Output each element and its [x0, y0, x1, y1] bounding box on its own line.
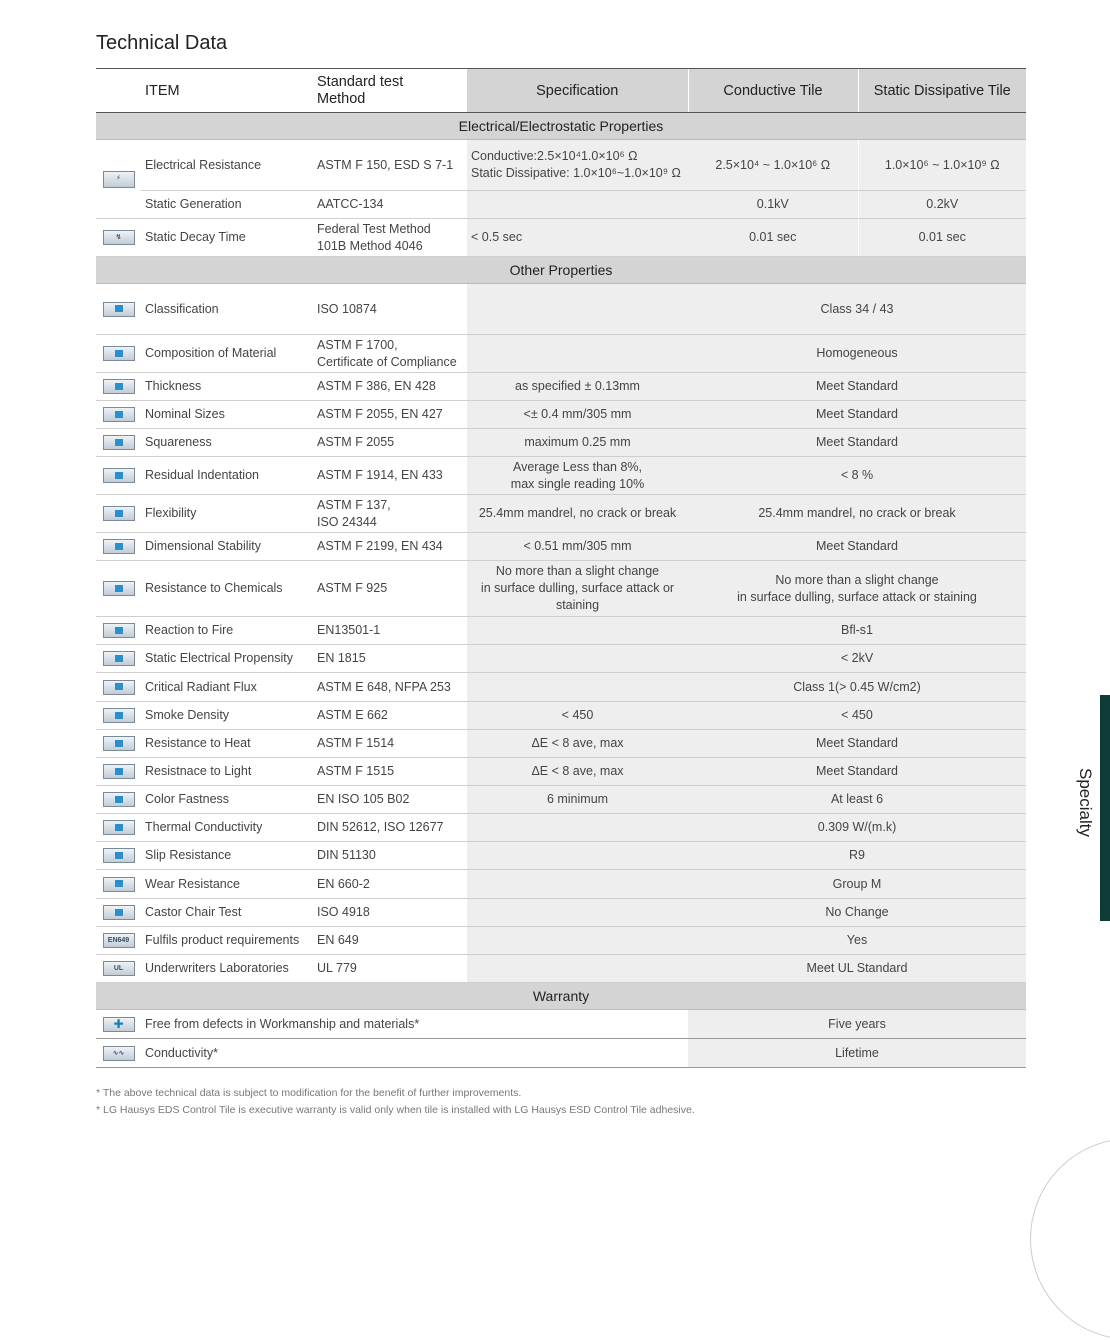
icon-cell — [96, 495, 141, 533]
item-cell: Reaction to Fire — [141, 617, 313, 645]
icon-mark — [115, 880, 123, 887]
item-cell: Residual Indentation — [141, 457, 313, 495]
color-fastness-icon — [103, 792, 135, 807]
thickness-icon — [103, 379, 135, 394]
method-cell — [313, 219, 467, 257]
technical-data-table — [96, 68, 1026, 1068]
value-cell: Group M — [688, 870, 1026, 899]
icon-mark — [115, 768, 123, 775]
plus-cross-icon: ✚ — [103, 1017, 135, 1032]
header-conductive-tile: Conductive Tile — [688, 69, 858, 113]
icon-mark — [115, 411, 123, 418]
value-cell: 25.4mm mandrel, no crack or break — [688, 495, 1026, 533]
header-icon-cell — [96, 69, 141, 113]
method-cell: ISO 4918 — [313, 899, 467, 927]
spec-cell: < 0.51 mm/305 mm — [467, 533, 688, 561]
spec-line: Static Dissipative: 1.0×10⁶~1.0×10⁹ Ω — [471, 166, 681, 180]
table-row — [96, 284, 1026, 335]
icon-mark — [115, 740, 123, 747]
method-cell: DIN 52612, ISO 12677 — [313, 814, 467, 842]
method-cell: ASTM F 1914, EN 433 — [313, 457, 467, 495]
icon-cell — [96, 1010, 141, 1039]
value-cell: Yes — [688, 927, 1026, 955]
spec-cell — [467, 617, 688, 645]
page-corner-decoration — [1030, 1138, 1110, 1340]
table-row — [96, 842, 1026, 870]
icon-cell — [96, 786, 141, 814]
nominal-size-icon — [103, 407, 135, 422]
method-cell: DIN 51130 — [313, 842, 467, 870]
value-cell: Meet UL Standard — [688, 955, 1026, 983]
en649-icon: EN649 — [103, 933, 135, 948]
icon-mark — [115, 655, 123, 662]
spec-cell — [467, 870, 688, 899]
item-cell: Resistance to Heat — [141, 730, 313, 758]
icon-cell — [96, 561, 141, 617]
value-cell: At least 6 — [688, 786, 1026, 814]
item-cell: Underwriters Laboratories — [141, 955, 313, 983]
value-cell: Meet Standard — [688, 429, 1026, 457]
flexibility-icon — [103, 506, 135, 521]
icon-cell — [96, 617, 141, 645]
chemicals-icon — [103, 581, 135, 596]
method-cell: EN 1815 — [313, 645, 467, 673]
spec-cell: < 0.5 sec — [467, 219, 688, 257]
value-cell: Homogeneous — [688, 335, 1026, 373]
spec-cell — [467, 955, 688, 983]
method-cell: ASTM F 150, ESD S 7-1 — [313, 140, 467, 191]
value-cell: R9 — [688, 842, 1026, 870]
static-decay-icon: ↯ — [103, 230, 135, 245]
method-line: 101B Method 4046 — [317, 238, 423, 253]
footnote: * The above technical data is subject to modification for the benefit of further improvements. — [96, 1087, 522, 1099]
icon-cell — [96, 140, 141, 219]
item-cell: Dimensional Stability — [141, 533, 313, 561]
icon-cell — [96, 1039, 141, 1068]
section-tab — [1071, 768, 1101, 848]
header-method-line1: Standard test — [317, 73, 404, 90]
spec-cell: ΔE < 8 ave, max — [467, 758, 688, 786]
table-row — [96, 870, 1026, 899]
method-cell: EN 649 — [313, 927, 467, 955]
method-cell: ASTM F 1515 — [313, 758, 467, 786]
table-row — [96, 495, 1026, 533]
icon-cell — [96, 758, 141, 786]
value-cell: Meet Standard — [688, 373, 1026, 401]
icon-cell — [96, 899, 141, 927]
warranty-row — [96, 1039, 1026, 1068]
spec-cell — [467, 140, 688, 191]
table-row — [96, 617, 1026, 645]
icon-cell — [96, 401, 141, 429]
table-row — [96, 219, 1026, 257]
method-cell: ASTM E 662 — [313, 702, 467, 730]
smoke-icon — [103, 708, 135, 723]
spec-cell — [467, 191, 688, 219]
squareness-icon — [103, 435, 135, 450]
value-cell: Meet Standard — [688, 533, 1026, 561]
section-title: Electrical/Electrostatic Properties — [96, 113, 1026, 140]
static-charge-icon: ⚡ — [103, 171, 135, 188]
icon-cell — [96, 373, 141, 401]
conductive-value: 2.5×10⁴ ~ 1.0×10⁶ Ω — [688, 140, 858, 191]
wear-icon — [103, 877, 135, 892]
table-row — [96, 786, 1026, 814]
value-cell: 0.309 W/(m.k) — [688, 814, 1026, 842]
warranty-item: Conductivity* — [141, 1039, 688, 1068]
table-row — [96, 335, 1026, 373]
method-cell: ASTM F 2199, EN 434 — [313, 533, 467, 561]
method-cell: EN 660-2 — [313, 870, 467, 899]
composition-icon — [103, 346, 135, 361]
indentation-icon — [103, 468, 135, 483]
table-row — [96, 373, 1026, 401]
method-cell: AATCC-134 — [313, 191, 467, 219]
dimensional-stability-icon — [103, 539, 135, 554]
method-cell: EN13501-1 — [313, 617, 467, 645]
dissipative-value: 1.0×10⁶ ~ 1.0×10⁹ Ω — [858, 140, 1026, 191]
icon-cell — [96, 645, 141, 673]
method-cell: EN ISO 105 B02 — [313, 786, 467, 814]
table-row — [96, 927, 1026, 955]
header-item: ITEM — [141, 69, 313, 113]
header-static-dissipative-tile: Static Dissipative Tile — [858, 69, 1026, 113]
spec-cell: ΔE < 8 ave, max — [467, 730, 688, 758]
method-cell: ASTM F 1514 — [313, 730, 467, 758]
spec-cell: 6 minimum — [467, 786, 688, 814]
icon-cell — [96, 335, 141, 373]
value-cell: < 450 — [688, 702, 1026, 730]
icon-mark — [115, 683, 123, 690]
table-row — [96, 955, 1026, 983]
item-cell: Resistance to Chemicals — [141, 561, 313, 617]
table-row — [96, 457, 1026, 495]
spec-cell — [467, 927, 688, 955]
icon-cell — [96, 730, 141, 758]
warranty-value: Five years — [688, 1010, 1026, 1039]
table-row — [96, 730, 1026, 758]
item-cell: Flexibility — [141, 495, 313, 533]
table-row — [96, 561, 1026, 617]
icon-mark — [115, 439, 123, 446]
page-title: Technical Data — [96, 32, 228, 54]
section-other — [96, 257, 1026, 284]
value-cell: Meet Standard — [688, 401, 1026, 429]
spec-cell: <± 0.4 mm/305 mm — [467, 401, 688, 429]
icon-mark — [115, 712, 123, 719]
value-cell: < 2kV — [688, 645, 1026, 673]
item-cell: Wear Resistance — [141, 870, 313, 899]
table-row — [96, 533, 1026, 561]
table-row — [96, 673, 1026, 702]
section-electrical — [96, 113, 1026, 140]
item-cell: Slip Resistance — [141, 842, 313, 870]
table-row — [96, 645, 1026, 673]
table-header-row — [96, 69, 1026, 113]
table-row — [96, 758, 1026, 786]
value-cell: Meet Standard — [688, 758, 1026, 786]
table-row — [96, 702, 1026, 730]
item-cell: Static Electrical Propensity — [141, 645, 313, 673]
thermal-icon — [103, 820, 135, 835]
icon-mark — [115, 796, 123, 803]
header-method-line2: Method — [317, 90, 366, 107]
item-cell: Critical Radiant Flux — [141, 673, 313, 702]
icon-cell — [96, 457, 141, 495]
icon-cell — [96, 927, 141, 955]
item-cell: Castor Chair Test — [141, 899, 313, 927]
value-cell: Class 34 / 43 — [688, 284, 1026, 335]
method-cell: ASTM F 2055 — [313, 429, 467, 457]
item-cell: Resistnace to Light — [141, 758, 313, 786]
method-cell: ASTM F 925 — [313, 561, 467, 617]
icon-cell — [96, 533, 141, 561]
item-cell: Thermal Conductivity — [141, 814, 313, 842]
radiant-flux-icon — [103, 680, 135, 695]
spec-cell: as specified ± 0.13mm — [467, 373, 688, 401]
item-cell: Static Decay Time — [141, 219, 313, 257]
dissipative-value: 0.01 sec — [858, 219, 1026, 257]
header-method — [313, 69, 467, 113]
method-cell: ASTM F 1700, Certificate of Compliance — [313, 335, 467, 373]
footnote: * LG Hausys EDS Control Tile is executive warranty is valid only when tile is installed with LG Hausys ESD Control Tile adhesive. — [96, 1104, 695, 1116]
warranty-item: Free from defects in Workmanship and materials* — [141, 1010, 688, 1039]
spec-cell — [467, 899, 688, 927]
icon-cell — [96, 429, 141, 457]
spec-cell: Average Less than 8%, max single reading 10% — [467, 457, 688, 495]
item-cell: Thickness — [141, 373, 313, 401]
icon-cell — [96, 955, 141, 983]
method-line: Federal Test Method — [317, 221, 431, 236]
static-propensity-icon — [103, 651, 135, 666]
item-cell: Color Fastness — [141, 786, 313, 814]
section-warranty — [96, 983, 1026, 1010]
icon-mark — [115, 585, 123, 592]
item-cell: Smoke Density — [141, 702, 313, 730]
method-cell: ISO 10874 — [313, 284, 467, 335]
item-cell: Electrical Resistance — [141, 140, 313, 191]
method-cell: ASTM F 137, ISO 24344 — [313, 495, 467, 533]
icon-mark — [115, 543, 123, 550]
spec-line: Conductive:2.5×10⁴1.0×10⁶ Ω — [471, 149, 638, 163]
footnotes — [96, 1085, 695, 1119]
section-tab-bar — [1100, 695, 1110, 921]
value-cell: No more than a slight change in surface dulling, surface attack or staining — [688, 561, 1026, 617]
spec-cell: < 450 — [467, 702, 688, 730]
spec-cell: No more than a slight change in surface dulling, surface attack or staining — [467, 561, 688, 617]
method-cell: ASTM E 648, NFPA 253 — [313, 673, 467, 702]
spec-cell — [467, 842, 688, 870]
table-row — [96, 899, 1026, 927]
method-cell: UL 779 — [313, 955, 467, 983]
ul-icon: UL — [103, 961, 135, 976]
spec-cell — [467, 335, 688, 373]
conductivity-wave-icon: ∿∿ — [103, 1046, 135, 1061]
warranty-value: Lifetime — [688, 1039, 1026, 1068]
spec-cell — [467, 645, 688, 673]
spec-cell: maximum 0.25 mm — [467, 429, 688, 457]
method-cell: ASTM F 386, EN 428 — [313, 373, 467, 401]
section-tab-label: Specialty — [1076, 768, 1095, 837]
spec-cell — [467, 673, 688, 702]
item-cell: Classification — [141, 284, 313, 335]
method-cell: ASTM F 2055, EN 427 — [313, 401, 467, 429]
section-title: Other Properties — [96, 257, 1026, 284]
table-row — [96, 814, 1026, 842]
castor-chair-icon — [103, 905, 135, 920]
icon-cell — [96, 870, 141, 899]
dissipative-value: 0.2kV — [858, 191, 1026, 219]
icon-cell — [96, 673, 141, 702]
value-cell: < 8 % — [688, 457, 1026, 495]
spec-cell — [467, 284, 688, 335]
icon-cell — [96, 219, 141, 257]
item-cell: Fulfils product requirements — [141, 927, 313, 955]
icon-cell — [96, 284, 141, 335]
value-cell: Meet Standard — [688, 730, 1026, 758]
item-cell: Static Generation — [141, 191, 313, 219]
table-row — [96, 140, 1026, 191]
spec-cell: 25.4mm mandrel, no crack or break — [467, 495, 688, 533]
section-title: Warranty — [96, 983, 1026, 1010]
spec-cell — [467, 814, 688, 842]
warranty-row — [96, 1010, 1026, 1039]
icon-mark — [115, 510, 123, 517]
icon-mark — [115, 383, 123, 390]
icon-cell — [96, 842, 141, 870]
conductive-value: 0.01 sec — [688, 219, 858, 257]
header-specification: Specification — [467, 69, 688, 113]
heat-icon — [103, 736, 135, 751]
table-row — [96, 429, 1026, 457]
conductive-value: 0.1kV — [688, 191, 858, 219]
value-cell: Bfl-s1 — [688, 617, 1026, 645]
item-cell: Nominal Sizes — [141, 401, 313, 429]
classification-icon — [103, 302, 135, 317]
icon-mark — [115, 350, 123, 357]
value-cell: Class 1(> 0.45 W/cm2) — [688, 673, 1026, 702]
icon-mark — [115, 824, 123, 831]
table-row — [96, 191, 1026, 219]
icon-mark — [115, 627, 123, 634]
item-cell: Composition of Material — [141, 335, 313, 373]
icon-cell — [96, 702, 141, 730]
table-row — [96, 401, 1026, 429]
icon-cell — [96, 814, 141, 842]
fire-icon — [103, 623, 135, 638]
slip-icon — [103, 848, 135, 863]
icon-mark — [115, 909, 123, 916]
item-cell: Squareness — [141, 429, 313, 457]
icon-mark — [115, 852, 123, 859]
value-cell: No Change — [688, 899, 1026, 927]
icon-mark — [115, 472, 123, 479]
light-icon — [103, 764, 135, 779]
icon-mark — [115, 305, 123, 312]
